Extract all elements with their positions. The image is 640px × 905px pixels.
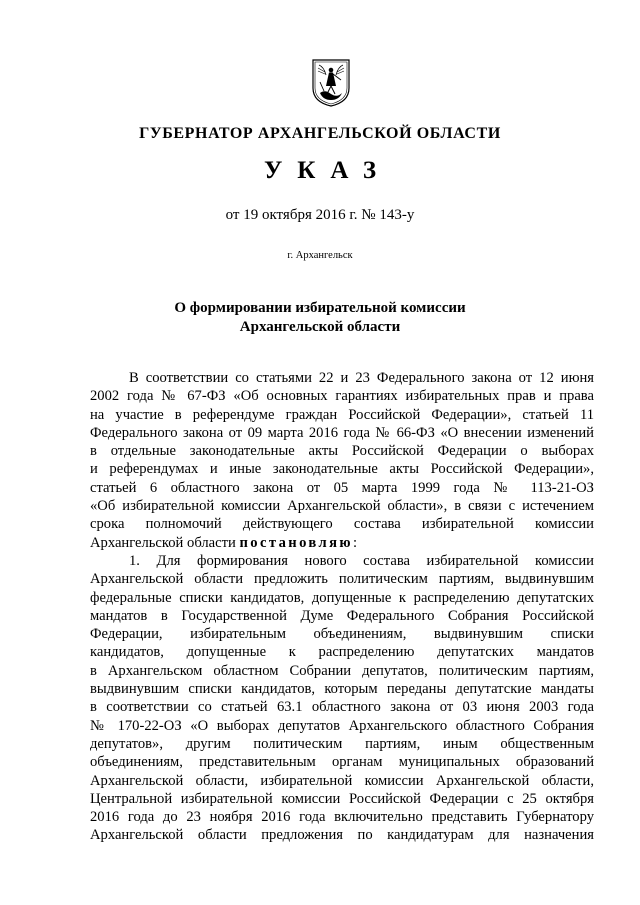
document-city: г. Архангельск bbox=[287, 250, 353, 261]
body-line: 2016 года до 23 ноября 2016 года включительно представить Губернатору bbox=[90, 809, 594, 826]
body-line: объединениям, представительным органам муниципальных образований bbox=[90, 754, 594, 771]
body-text: : bbox=[352, 534, 358, 551]
body-line: в Архангельском областном Собрании депутатов, политическим партиям, bbox=[90, 662, 594, 679]
body-line: срока полномочий действующего состава избирательной комиссии bbox=[90, 516, 594, 533]
resolution-keyword: постановляю bbox=[239, 534, 353, 551]
document-body bbox=[90, 369, 594, 845]
body-line: Федерального закона от 09 марта 2016 года № 66-ФЗ «О внесении изменений bbox=[90, 424, 594, 441]
body-line: в соответствии со статьей 63.1 областного закона от 03 июня 2003 года bbox=[90, 699, 594, 716]
body-line: В соответствии со статьями 22 и 23 Федерального закона от 12 июня bbox=[129, 370, 594, 386]
body-line: и референдумах и иные законодательные акты Российской Федерации», bbox=[90, 461, 594, 478]
coat-of-arms-emblem bbox=[311, 58, 351, 108]
body-line: 2002 года № 67-ФЗ «Об основных гарантиях избирательных прав и права bbox=[90, 388, 594, 405]
document-title bbox=[0, 299, 640, 337]
body-line: депутатов», другим политическим партиям, иным общественным bbox=[90, 735, 594, 752]
body-line: Архангельской области предложить политическим партиям, выдвинувшим bbox=[90, 571, 594, 588]
body-line: Федерации, избирательным объединениям, выдвинувшим списки bbox=[90, 626, 594, 643]
body-line: мандатов в Государственной Думе Федерального Собрания Российской bbox=[90, 607, 594, 624]
archangel-emblem-icon bbox=[311, 58, 351, 108]
body-line: Архангельской области предложения по кандидатурам для назначения bbox=[90, 827, 594, 844]
body-line: «Об избирательной комиссии Архангельской области», в связи с истечением bbox=[90, 498, 594, 515]
body-line: в отдельные законодательные акты Российской Федерации о выборах bbox=[90, 443, 594, 460]
body-line: статьей 6 областного закона от 05 марта 1999 года № 113-21-ОЗ bbox=[90, 479, 594, 496]
document-date-number: от 19 октября 2016 г. № 143-у bbox=[225, 207, 415, 223]
body-line: № 170-22-ОЗ «О выборах депутатов Архангельского областного Собрания bbox=[90, 717, 594, 734]
body-text: Архангельской области bbox=[90, 534, 240, 551]
body-line-resolution bbox=[90, 534, 594, 552]
body-line: федеральные списки кандидатов, допущенные к распределению депутатских bbox=[90, 589, 594, 606]
body-line: Центральной избирательной комиссии Российской Федерации с 25 октября bbox=[90, 790, 594, 807]
title-line: Архангельской области bbox=[239, 319, 401, 335]
title-line: О формировании избирательной комиссии bbox=[174, 300, 466, 316]
body-line: Архангельской области, избирательной комиссии Архангельской области, bbox=[90, 772, 594, 789]
issuing-authority: ГУБЕРНАТОР АРХАНГЕЛЬСКОЙ ОБЛАСТИ bbox=[139, 125, 501, 142]
body-line: кандидатов, допущенные к распределению депутатских мандатов bbox=[90, 644, 594, 661]
document-type-heading: УКАЗ bbox=[263, 157, 392, 184]
body-line: выдвинувшим списки кандидатов, которым переданы депутатские мандаты bbox=[90, 681, 594, 698]
body-line: 1. Для формирования нового состава избирательной комиссии bbox=[129, 552, 594, 569]
body-line: на участие в референдуме граждан Российской Федерации», статьей 11 bbox=[90, 406, 594, 423]
